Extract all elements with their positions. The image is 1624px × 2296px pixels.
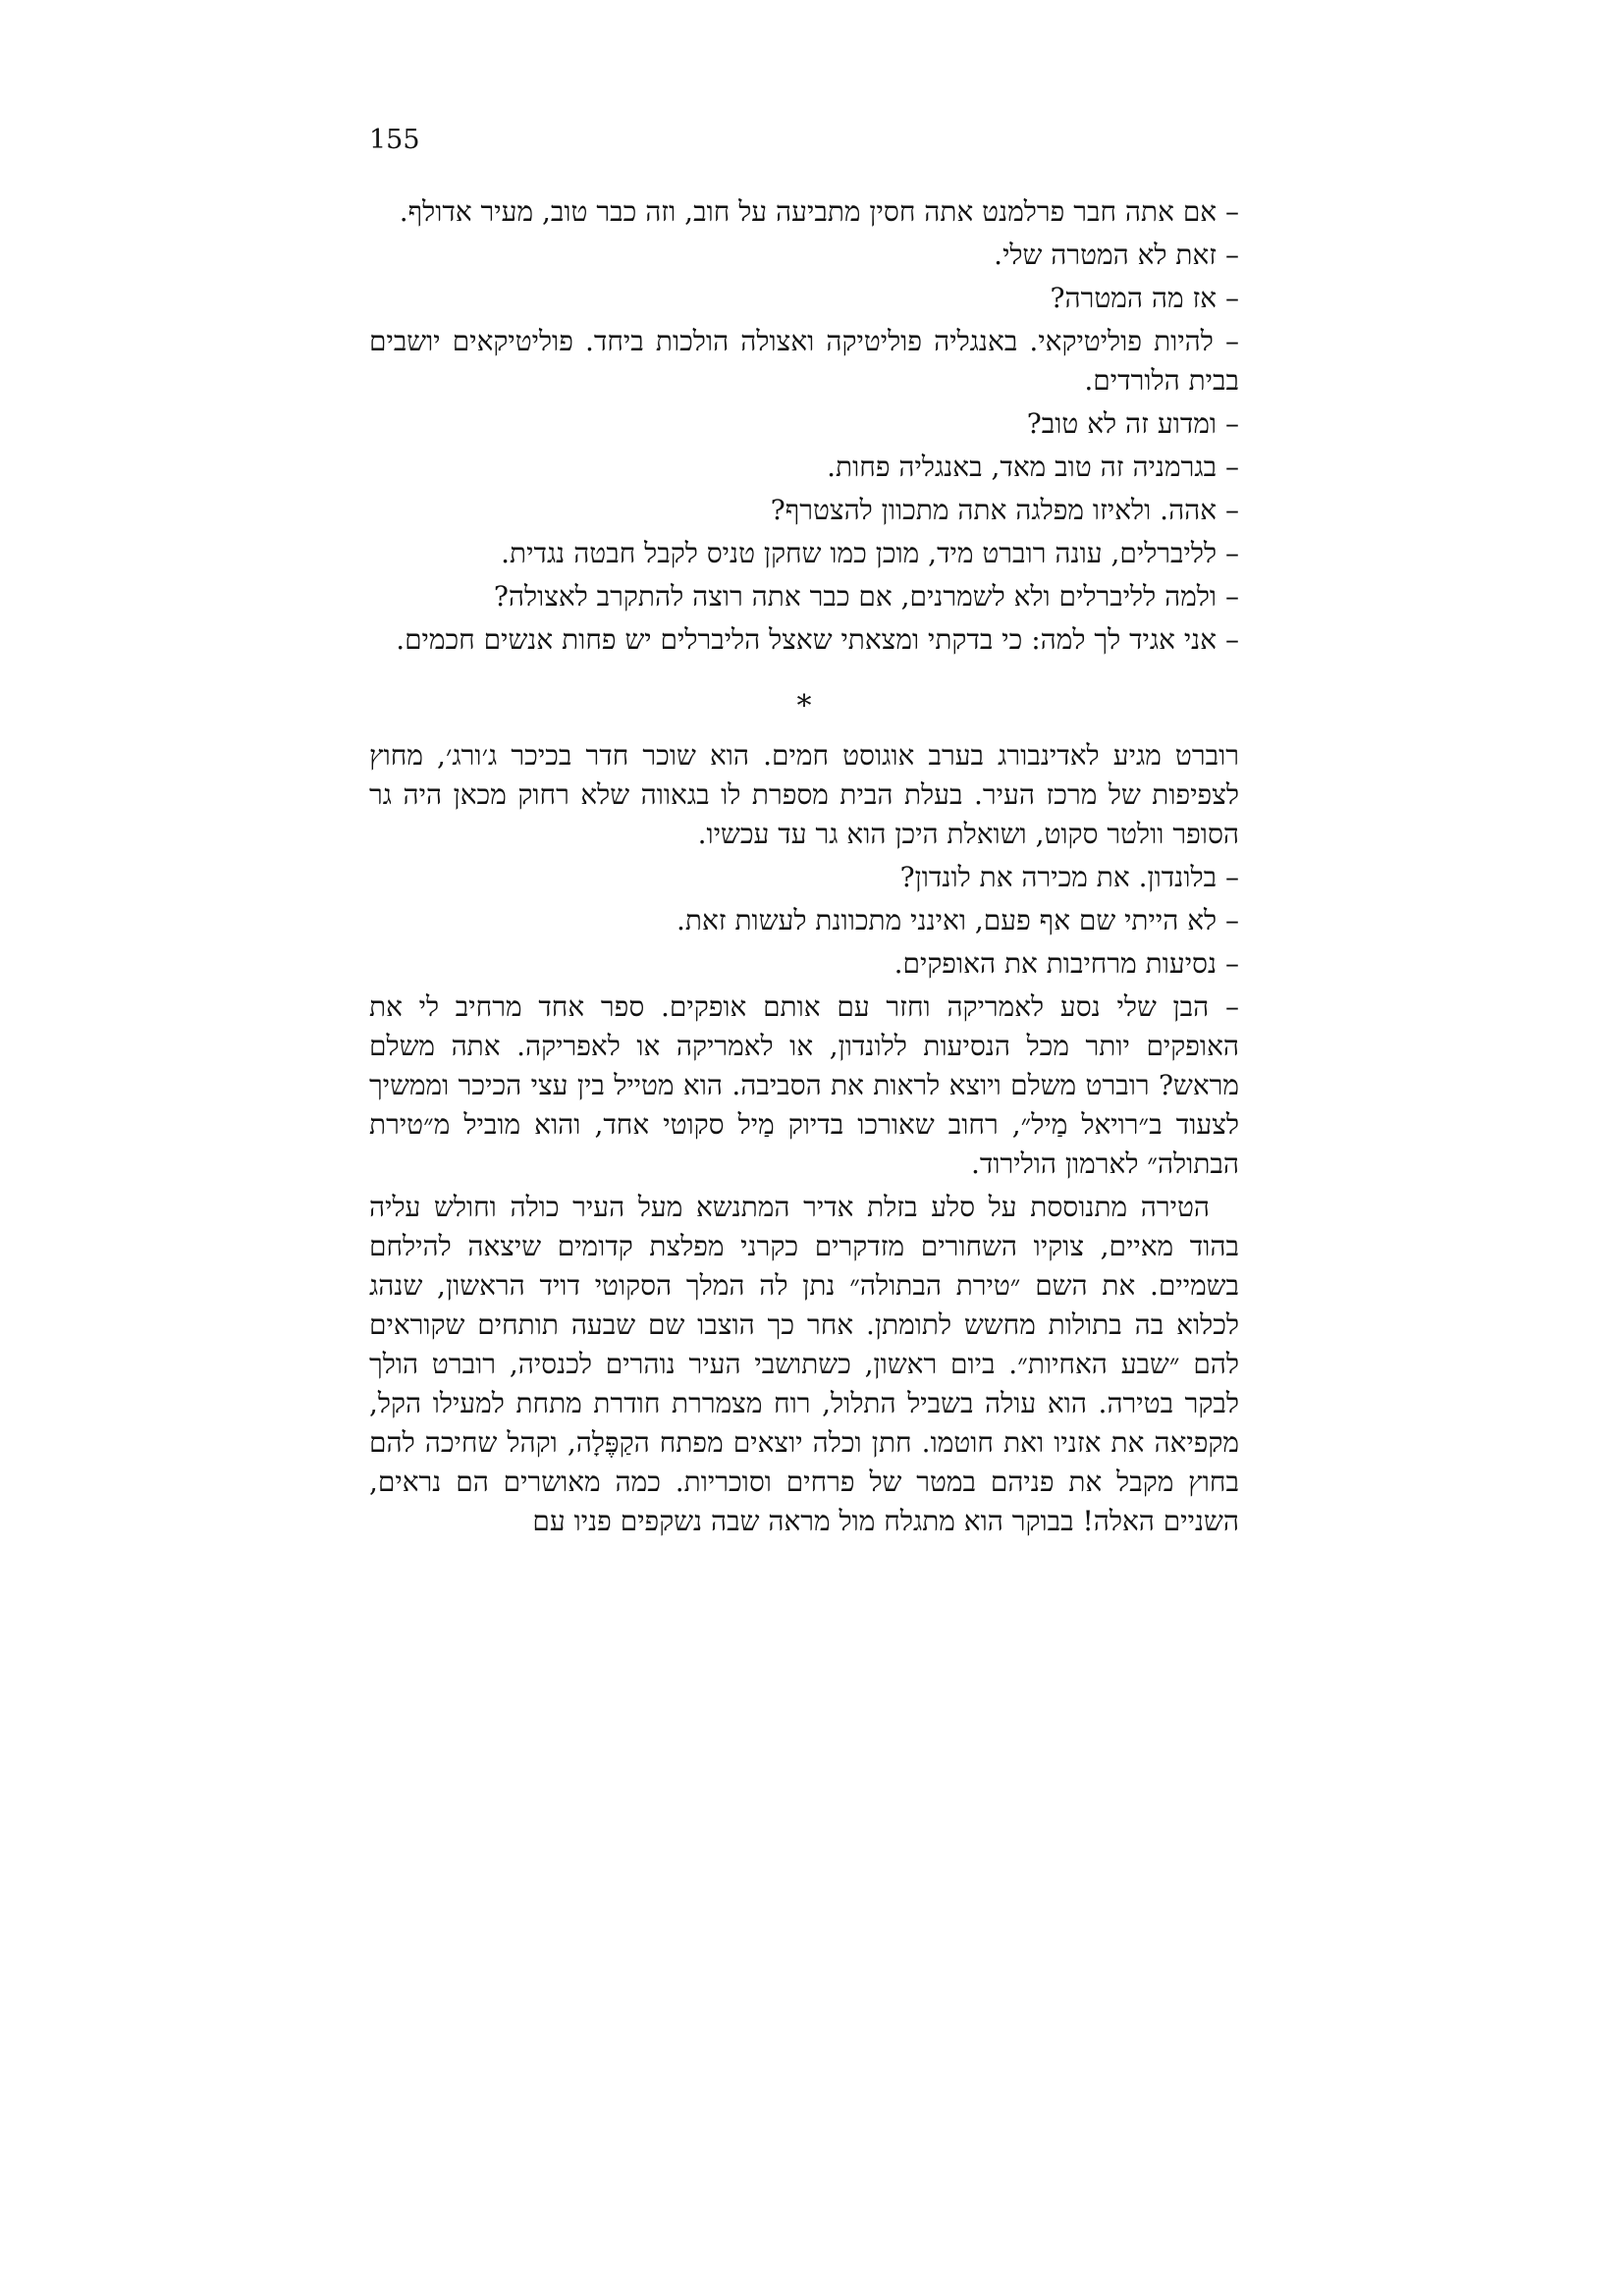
dialogue-line: – הבן שלי נסע לאמריקה וחזר עם אותם אופקים. ספר אחד מרחיב לי את האופקים יותר מכל הנסיעות ללונדון, או לאמריקה או לאפריקה. אתה משלם מראש? רוברט משלם ויוצא לראות את הסביבה. הוא מטייל בין עצי הכיכר וממשיך לצעוד ב״רויאל מַיל״, רחוב שאורכו בדיוק מַיל סקוטי אחד, והוא מוביל מ״טירת הבתולה״ לארמון הולירוד. xyxy=(369,990,1239,1180)
dialogue-line: – ולמה לליברלים ולא לשמרנים, אם כבר אתה רוצה להתקרב לאצולה? xyxy=(493,580,1239,613)
section-opening-paragraph: רוברט מגיע לאדינבורג בערב אוגוסט חמים. הוא שוכר חדר בכיכר ג׳ורג׳, מחוץ לצפיפות של מרכז העיר. בעלת הבית מספרת לו בגאווה שלא רחוק מכאן היה גר הסופר וולטר סקוט, ושואלת היכן הוא גר עד עכשיו. xyxy=(369,739,1239,850)
dialogue-line: – אז מה המטרה? xyxy=(1050,282,1239,314)
dialogue-line: – אהה. ולאיזו מפלגה אתה מתכוון להצטרף? xyxy=(770,494,1239,526)
dialogue-line: – לא הייתי שם אף פעם, ואינני מתכוונת לעשות זאת. xyxy=(676,904,1239,936)
dialogue-line: – נסיעות מרחיבות את האופקים. xyxy=(893,947,1239,980)
dialogue-line: – אני אגיד לך למה: כי בדקתי ומצאתי שאצל הליברלים יש פחות אנשים חכמים. xyxy=(396,623,1239,656)
dialogue-line: – בגרמניה זה טוב מאד, באנגליה פחות. xyxy=(827,451,1239,483)
page-number: 155 xyxy=(369,125,420,155)
dialogue-line: – אם אתה חבר פרלמנט אתה חסין מתביעה על חוב, וזה כבר טוב, מעיר אדולף. xyxy=(399,195,1239,228)
dialogue-line: – זאת לא המטרה שלי. xyxy=(994,239,1239,271)
section-separator: * xyxy=(796,689,812,723)
body-paragraph: הטירה מתנוססת על סלע בזלת אדיר המתנשא מעל העיר כולה וחולש עליה בהוד מאיים, צוקיו השחורים מזדקרים כקרני מפלצת קדומים שיצאה להילחם בשמיים. את השם ״טירת הבתולה״ נתן לה המלך הסקוטי דויד הראשון, שנהג לכלוא בה בתולות מחשש לתומתן. אחר כך הוצבו שם שבעה תותחים שקוראים להם ״שבע האחיות״. ביום ראשון, כשתושבי העיר נוהרים לכנסיה, רוברט הולך לבקר בטירה. הוא עולה בשביל התלול, רוח מצמררת חודרת מתחת למעילו הקל, מקפיאה את אזניו ואת חוטמו. חתן וכלה יוצאים מפתח הקַפֶּלָה, וקהל שחיכה להם בחוץ מקבל את פניהם במטר של פרחים וסוכריות. כמה מאושרים הם נראים, השניים האלה! בבוקר הוא מתגלח מול מראה שבה נשקפים פניו עם xyxy=(369,1191,1239,1537)
page-text xyxy=(369,192,1239,1545)
dialogue-line: – בלונדון. את מכירה את לונדון? xyxy=(899,861,1239,893)
dialogue-line: – לליברלים, עונה רוברט מיד, מוכן כמו שחקן טניס לקבל חבטה נגדית. xyxy=(501,537,1239,569)
dialogue-line: – ומדוע זה לא טוב? xyxy=(1026,407,1239,440)
dialogue-line: – להיות פוליטיקאי. באנגליה פוליטיקה ואצולה הולכות ביחד. פוליטיקאים יושבים בבית הלורדים. xyxy=(369,325,1239,397)
